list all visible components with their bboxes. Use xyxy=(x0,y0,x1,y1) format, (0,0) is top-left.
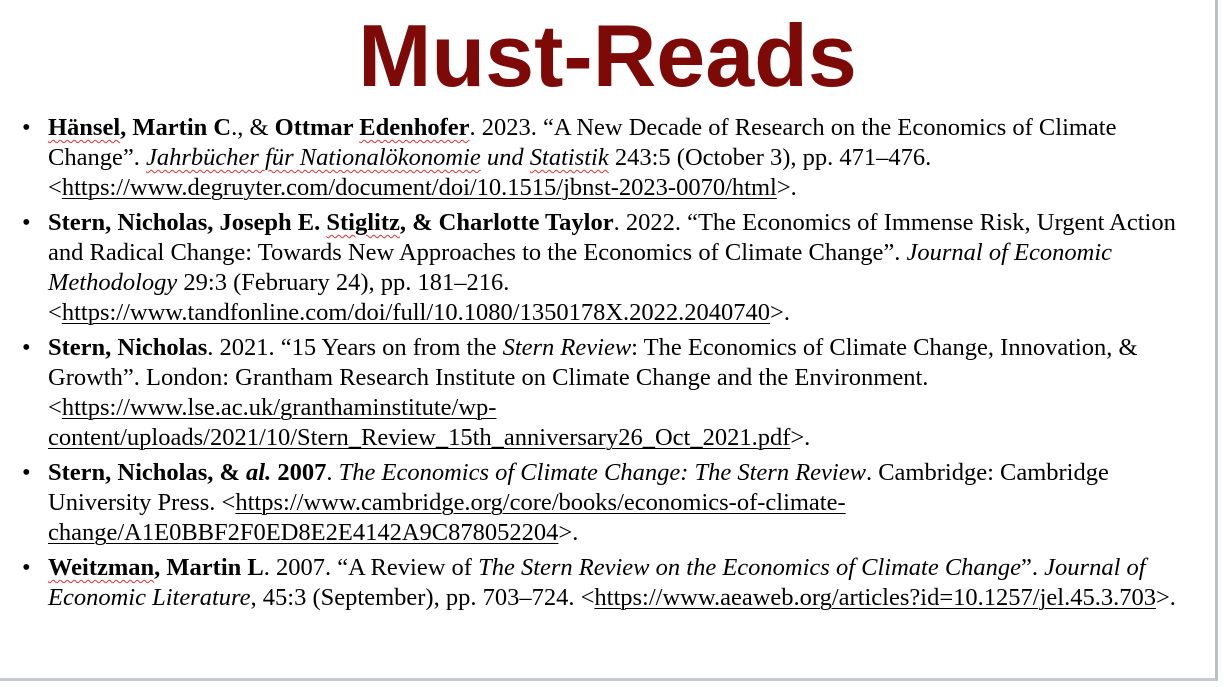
reference-list xyxy=(20,113,1190,618)
authors: Hänsel, Martin C xyxy=(48,114,232,141)
slide-title: Must-Reads xyxy=(358,6,857,105)
list-item: • Stern, Nicholas, Joseph E. Stiglitz, & Charlotte Taylor. 2022. “The Economics of Immense Risk, Urgent Action and Radical Change: Towards New Approaches to the Economics of Climate Change”. Journal of Economic Methodology 29:3 (February 24), pp. 181–216. <https://www.tandfonline.com/doi/full/10.1080/1350178X.2022.2040740>. xyxy=(22,209,1176,326)
authors: Stern, Nicholas, Joseph E. Stiglitz, & Charlotte Taylor xyxy=(48,209,614,236)
bullet: • xyxy=(22,209,31,236)
bullet: • xyxy=(22,554,31,581)
list-item: • Weitzman, Martin L. 2007. “A Review of The Stern Review on the Economics of Climate Change”. Journal of Economic Literature, 45:3 (September), pp. 703–724. <https://www.aeaweb.org/articles?id=10.1257/jel.45.3.703>. xyxy=(22,554,1176,611)
book-title: The Economics of Climate Change: The Stern Review xyxy=(338,459,866,486)
reference-link[interactable]: https://www.aeaweb.org/articles?id=10.1257/jel.45.3.703 xyxy=(594,584,1156,611)
reference-link[interactable]: https://www.degruyter.com/document/doi/10.1515/jbnst-2023-0070/html xyxy=(61,174,777,201)
authors: Stern, Nicholas xyxy=(48,334,208,361)
journal-title: Journal of Economic Methodology xyxy=(48,239,1113,296)
reference-link[interactable]: https://www.cambridge.org/core/books/economics-of-climate-change/A1E0BBF2F0ED8E2E4142A9C878052204 xyxy=(48,489,846,546)
list-item: • Hänsel, Martin C., & Ottmar Edenhofer. 2023. “A New Decade of Research on the Economics of Climate Change”. Jahrbücher für Nationalökonomie und Statistik 243:5 (October 3), pp. 471–476. <https://www.degruyter.com/document/doi/10.1515/jbnst-2023-0070/html>. xyxy=(22,114,1117,201)
bullet: • xyxy=(22,334,31,361)
journal-title: Journal of Economic Literature xyxy=(48,554,1146,611)
authors: Stern, Nicholas, & al. 2007 xyxy=(48,459,327,486)
journal-title: Jahrbücher für Nationalökonomie und Statistik xyxy=(145,144,609,171)
list-item: • Stern, Nicholas, & al. 2007. The Economics of Climate Change: The Stern Review. Cambridge: Cambridge University Press. <https://www.cambridge.org/core/books/economics-of-climate-change/A1E0BBF2F0ED8E2E4142A9C878052204>. xyxy=(22,459,1109,546)
bullet: • xyxy=(22,459,31,486)
bullet: • xyxy=(22,114,31,141)
reference-link[interactable]: https://www.lse.ac.uk/granthaminstitute/wp-content/uploads/2021/10/Stern_Review_15th_anniversary26_Oct_2021.pdf xyxy=(48,394,791,451)
list-item: • Stern, Nicholas. 2021. “15 Years on from the Stern Review: The Economics of Climate Change, Innovation, & Growth”. London: Grantham Research Institute on Climate Change and the Environment. <https://www.lse.ac.uk/granthaminstitute/wp-content/uploads/2021/10/Stern_Review_15th_anniversary26_Oct_2021.pdf>. xyxy=(22,334,1138,451)
authors: Weitzman, Martin L xyxy=(48,554,264,581)
reference-link[interactable]: https://www.tandfonline.com/doi/full/10.1080/1350178X.2022.2040740 xyxy=(61,299,771,326)
